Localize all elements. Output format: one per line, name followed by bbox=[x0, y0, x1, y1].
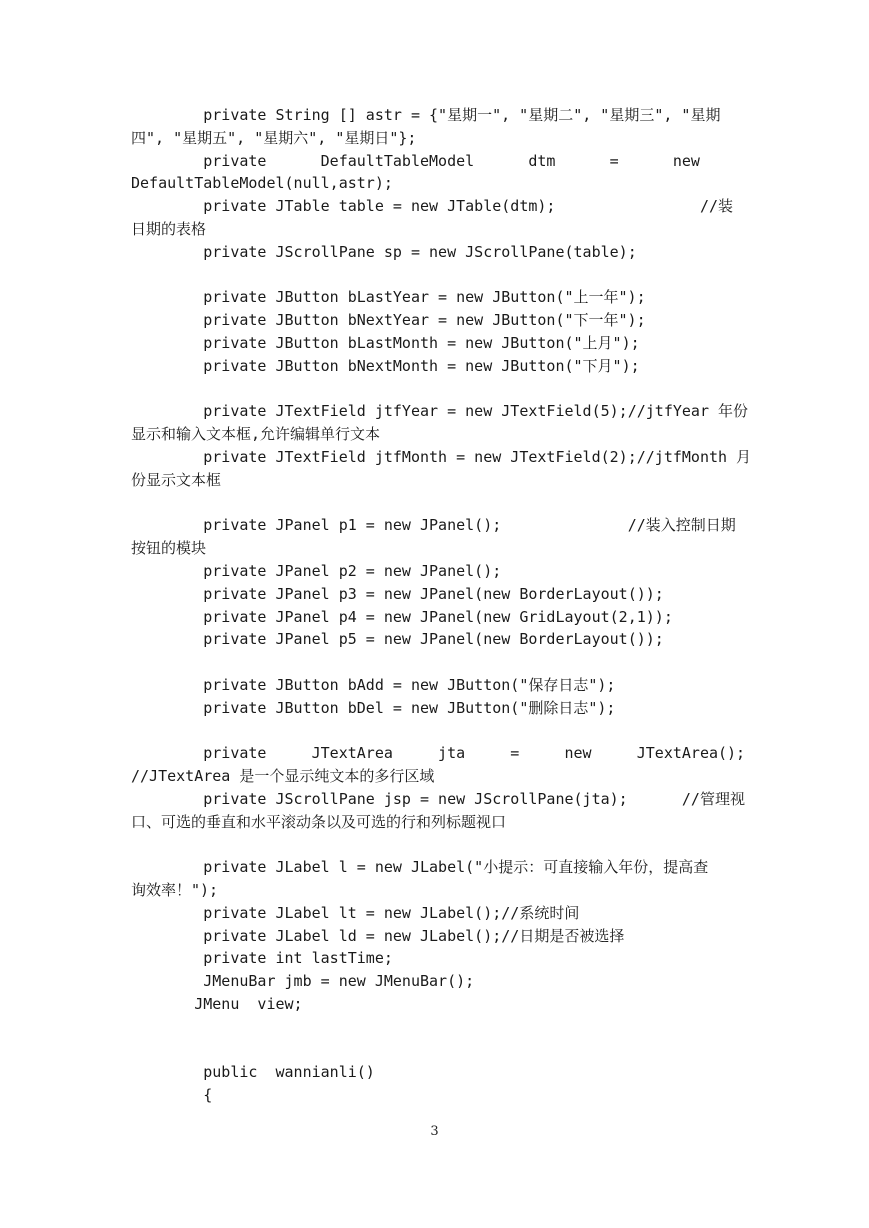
code-line: public wannianli() bbox=[131, 1063, 375, 1082]
blank-line bbox=[131, 1016, 738, 1039]
code-line: 份显示文本框 bbox=[131, 470, 222, 489]
code-line: //JTextArea 是一个显示纯文本的多行区域 bbox=[131, 767, 435, 786]
code-line: JMenuBar jmb = new JMenuBar(); bbox=[131, 972, 475, 991]
code-line: private int lastTime; bbox=[131, 949, 393, 968]
code-line: private JButton bAdd = new JButton("保存日志"); bbox=[131, 675, 616, 694]
code-line: DefaultTableModel(null,astr); bbox=[131, 174, 393, 193]
code-line: private JButton bDel = new JButton("删除日志"); bbox=[131, 698, 616, 717]
code-line: 按钮的模块 bbox=[131, 539, 207, 558]
code-line: private JButton bLastYear = new JButton("上一年"); bbox=[131, 288, 646, 307]
code-line: private JButton bLastMonth = new JButton("上月"); bbox=[131, 333, 640, 352]
code-line: private DefaultTableModel dtm = new bbox=[131, 151, 700, 170]
code-line: private String [] astr = {"星期一", "星期二", "星期三", "星期 bbox=[131, 106, 721, 124]
code-line: 显示和输入文本框,允许编辑单行文本 bbox=[131, 425, 381, 444]
code-line: private JLabel lt = new JLabel();//系统时间 bbox=[131, 903, 580, 922]
code-line: private JTextField jtfYear = new JTextField(5);//jtfYear 年份 bbox=[131, 402, 748, 421]
code-line: private JPanel p1 = new JPanel(); //装入控制日期 bbox=[131, 516, 736, 535]
code-line: 询效率！"); bbox=[131, 881, 219, 900]
code-line: private JPanel p2 = new JPanel(); bbox=[131, 561, 502, 580]
code-line: 四", "星期五", "星期六", "星期日"}; bbox=[131, 128, 417, 147]
code-line: private JLabel l = new JLabel("小提示：可直接输入年份，提高查 bbox=[131, 858, 709, 877]
code-line: private JPanel p5 = new JPanel(new BorderLayout()); bbox=[131, 630, 664, 649]
code-line: private JTextField jtfMonth = new JTextField(2);//jtfMonth 月 bbox=[131, 447, 752, 466]
code-line: private JScrollPane jsp = new JScrollPane(jta); //管理视 bbox=[131, 789, 745, 808]
code-listing bbox=[131, 104, 752, 1107]
blank-line bbox=[131, 651, 738, 674]
blank-line bbox=[131, 834, 738, 857]
code-line: 口、可选的垂直和水平滚动条以及可选的行和列标题视口 bbox=[131, 812, 507, 831]
blank-line bbox=[131, 720, 738, 743]
code-line: 日期的表格 bbox=[131, 219, 207, 238]
code-line: private JTextArea jta = new JTextArea(); bbox=[131, 744, 746, 763]
code-line: private JButton bNextMonth = new JButton("下月"); bbox=[131, 356, 640, 375]
page-number: 3 bbox=[430, 1124, 439, 1139]
code-line: { bbox=[131, 1086, 213, 1105]
code-line: private JPanel p4 = new JPanel(new GridLayout(2,1)); bbox=[131, 607, 673, 626]
blank-line bbox=[131, 1039, 738, 1062]
blank-line bbox=[131, 264, 738, 287]
code-line: private JButton bNextYear = new JButton("下一年"); bbox=[131, 311, 646, 330]
code-line: private JTable table = new JTable(dtm); //装 bbox=[131, 197, 733, 216]
code-line: private JPanel p3 = new JPanel(new BorderLayout()); bbox=[131, 584, 664, 603]
code-line: private JScrollPane sp = new JScrollPane(table); bbox=[131, 242, 637, 261]
blank-line bbox=[131, 492, 738, 515]
code-line: JMenu view; bbox=[131, 995, 303, 1014]
blank-line bbox=[131, 378, 738, 401]
code-line: private JLabel ld = new JLabel();//日期是否被选择 bbox=[131, 926, 625, 945]
